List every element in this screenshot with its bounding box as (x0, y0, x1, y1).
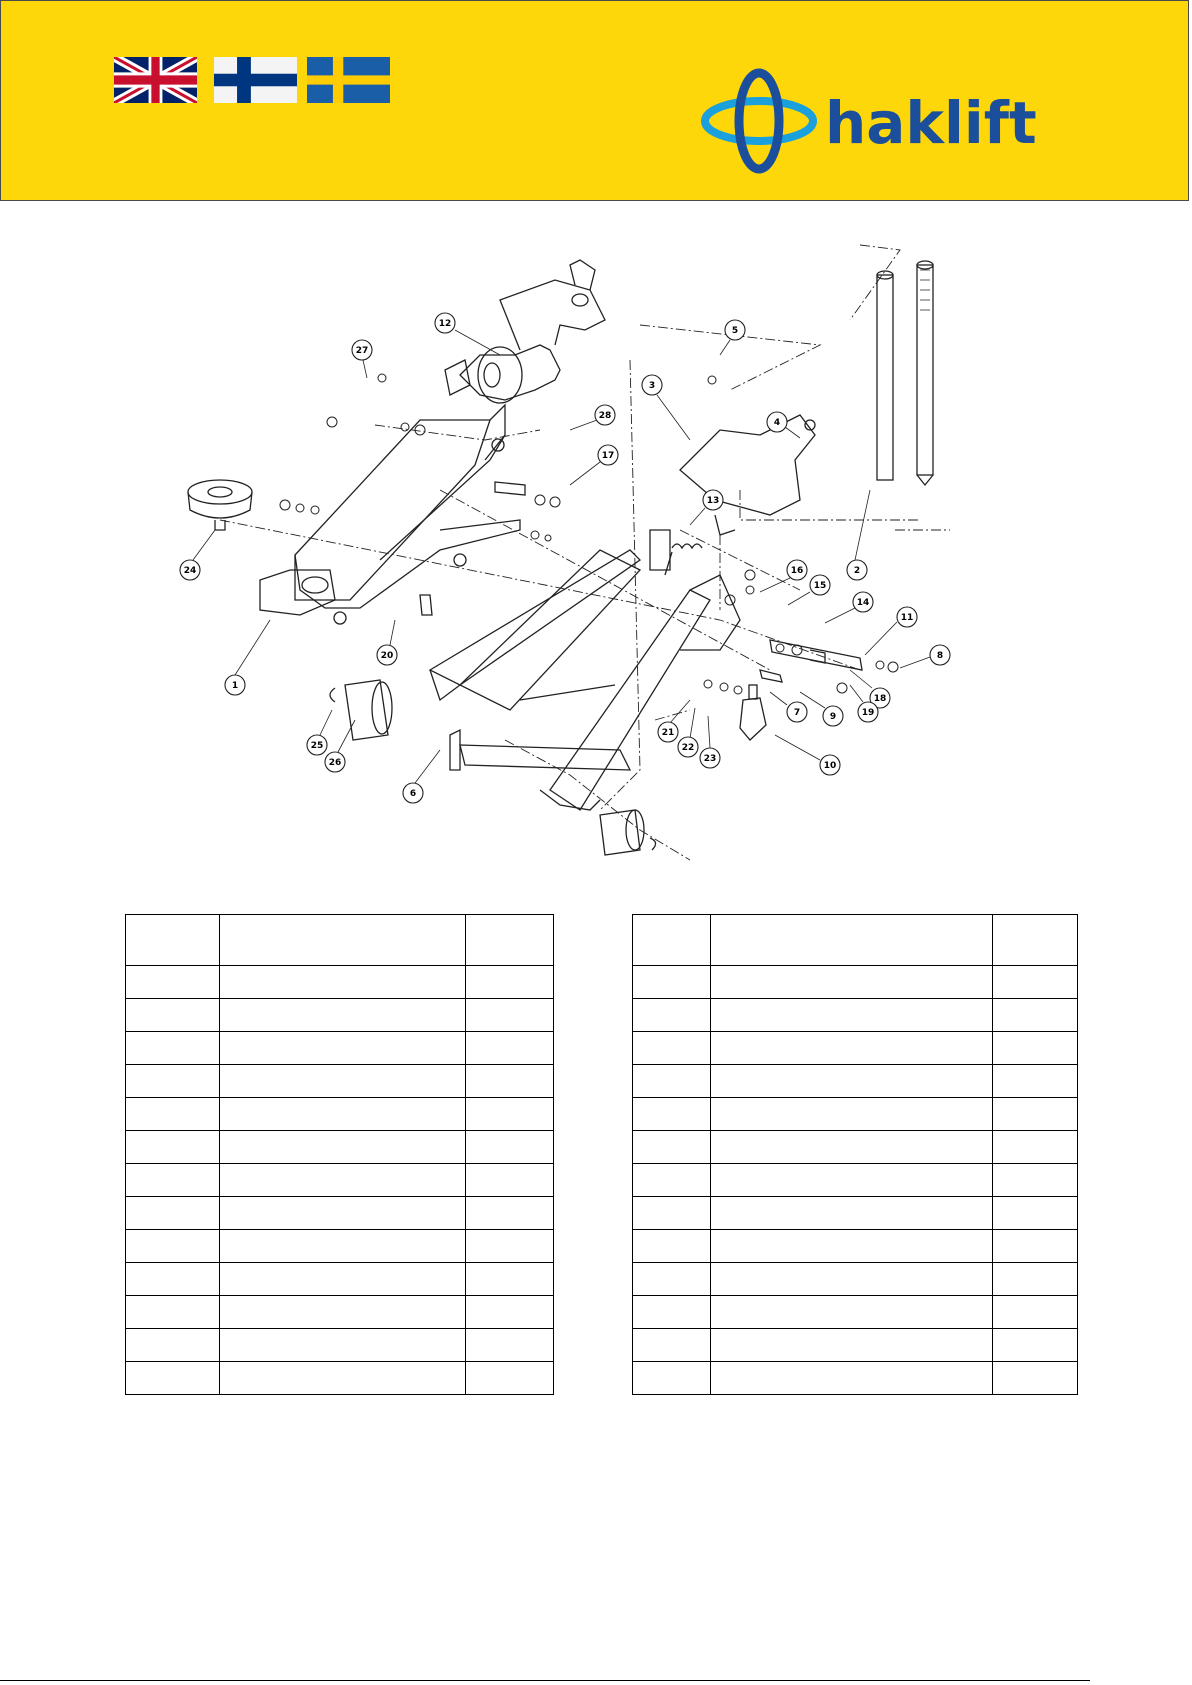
svg-text:14: 14 (856, 598, 870, 608)
svg-text:23: 23 (703, 754, 717, 764)
table-row (633, 966, 1078, 999)
lift-arm-part (260, 405, 520, 624)
finland-flag-icon[interactable] (214, 57, 297, 103)
svg-text:2: 2 (853, 566, 861, 576)
haklift-logo[interactable] (701, 67, 1083, 175)
chassis-frame-part (430, 530, 740, 810)
table-row (126, 966, 554, 999)
svg-text:20: 20 (380, 651, 394, 661)
header-cell-qty (466, 915, 554, 966)
svg-text:18: 18 (873, 694, 887, 704)
table-row (126, 1197, 554, 1230)
header-cell-qty (993, 915, 1078, 966)
header-banner (0, 0, 1189, 201)
table-row (126, 1329, 554, 1362)
table-header-row (633, 915, 1078, 966)
table-row (126, 1296, 554, 1329)
exploded-parts-diagram (160, 230, 1120, 890)
table-row (633, 1263, 1078, 1296)
svg-text:1: 1 (231, 681, 239, 691)
hydraulic-pump-part (445, 260, 605, 403)
svg-text:17: 17 (601, 451, 615, 461)
table-row (633, 1164, 1078, 1197)
table-row (633, 1296, 1078, 1329)
svg-text:3: 3 (648, 381, 656, 391)
callout-labels (184, 319, 943, 799)
front-wheel-part (330, 680, 392, 740)
svg-text:9: 9 (829, 712, 837, 722)
svg-text:6: 6 (409, 789, 417, 799)
svg-text:4: 4 (773, 418, 781, 428)
table-row (126, 1230, 554, 1263)
table-row (633, 1329, 1078, 1362)
svg-text:11: 11 (900, 613, 914, 623)
svg-text:26: 26 (328, 758, 342, 768)
sweden-flag-icon[interactable] (307, 57, 390, 103)
svg-text:22: 22 (681, 743, 695, 753)
table-header-row (126, 915, 554, 966)
svg-text:27: 27 (355, 346, 369, 356)
table-row (633, 1065, 1078, 1098)
table-row (126, 1065, 554, 1098)
table-row (126, 1032, 554, 1065)
svg-text:5: 5 (731, 326, 739, 336)
pin-shaft-part (420, 482, 862, 682)
handle-part (877, 261, 933, 485)
rear-wheel-part (600, 810, 656, 855)
header-cell-description (219, 915, 465, 966)
table-row (633, 999, 1078, 1032)
parts-table-right (632, 914, 1078, 1395)
svg-text:21: 21 (661, 728, 675, 738)
svg-text:15: 15 (813, 581, 827, 591)
svg-text:25: 25 (310, 741, 324, 751)
header-cell-description (710, 915, 992, 966)
table-row (126, 1098, 554, 1131)
svg-text:16: 16 (790, 566, 804, 576)
caster-part (740, 685, 766, 740)
svg-text:13: 13 (706, 496, 720, 506)
table-row (126, 999, 554, 1032)
table-row (633, 1197, 1078, 1230)
header-cell-no (126, 915, 220, 966)
table-row (633, 1098, 1078, 1131)
saddle-part (188, 480, 252, 530)
svg-text:10: 10 (823, 761, 837, 771)
logo-text: haklift (825, 89, 1037, 157)
table-row (126, 1131, 554, 1164)
svg-text:19: 19 (861, 708, 875, 718)
handle-socket-part (680, 415, 815, 535)
svg-text:24: 24 (183, 566, 197, 576)
table-row (633, 1032, 1078, 1065)
svg-text:8: 8 (936, 651, 944, 661)
callout-leaders (193, 330, 930, 783)
svg-text:7: 7 (793, 708, 801, 718)
parts-table-left (125, 914, 554, 1395)
table-row (633, 1230, 1078, 1263)
table-row (126, 1164, 554, 1197)
svg-text:12: 12 (438, 319, 452, 329)
svg-text:28: 28 (598, 411, 612, 421)
uk-flag-icon[interactable] (114, 57, 197, 103)
table-row (126, 1362, 554, 1395)
table-row (126, 1263, 554, 1296)
header-cell-no (633, 915, 711, 966)
table-row (633, 1131, 1078, 1164)
table-row (633, 1362, 1078, 1395)
footer-rule (0, 1680, 1090, 1681)
